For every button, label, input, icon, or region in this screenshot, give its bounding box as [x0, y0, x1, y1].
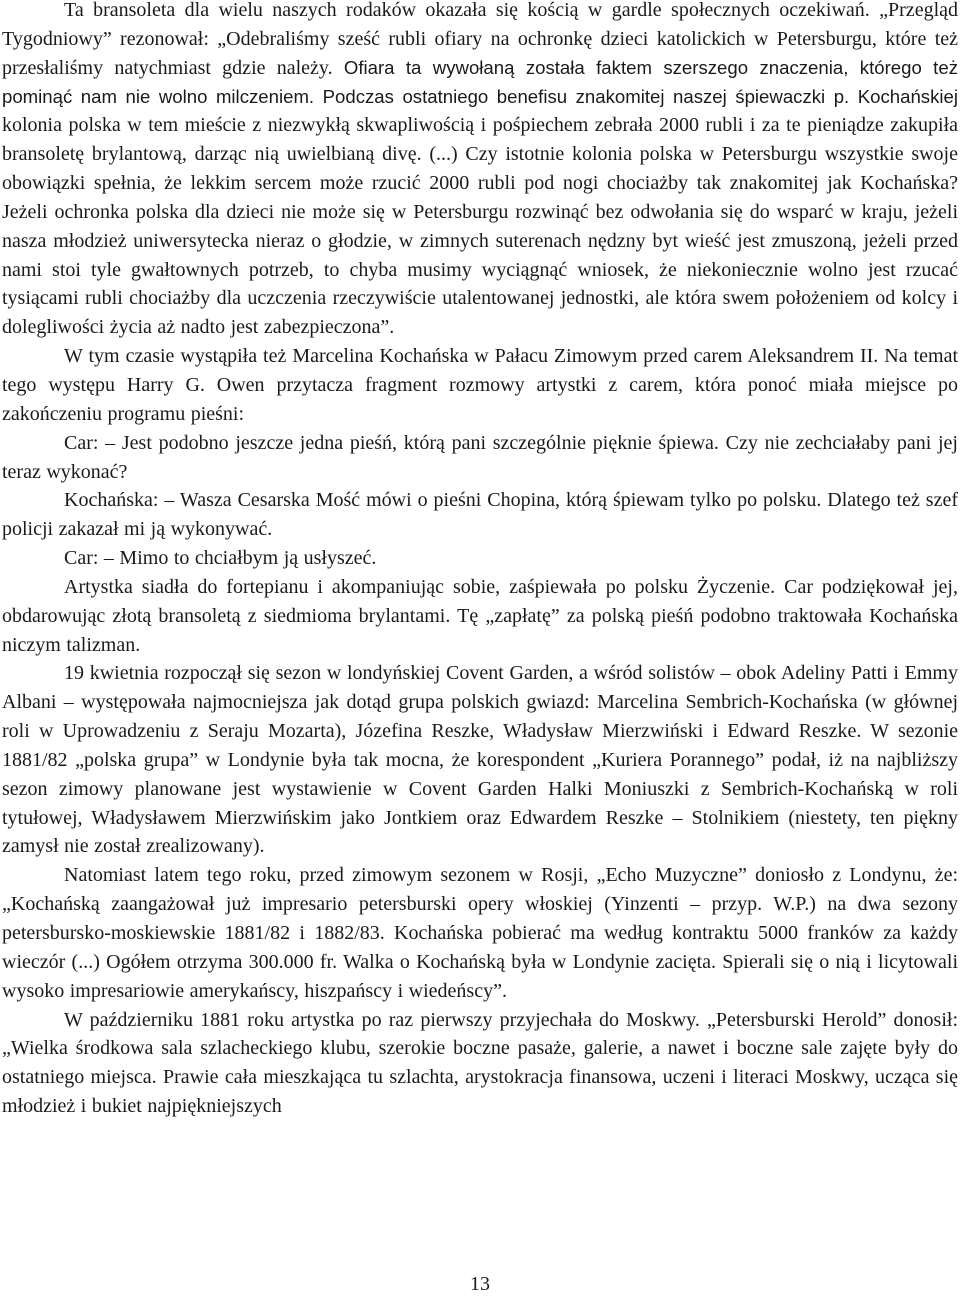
paragraph [2, 861, 958, 1005]
paragraph [2, 429, 958, 487]
paragraph-text: Ta bransoleta dla wielu naszych rodaków okazała się kością w gardle społecznych oczekiwań. „Przegląd Tygodniowy” rezonował: „Odebraliśmy sześć rubli ofiary na ochronkę dzieci katolickich w Petersburgu, które też przesłaliśmy natychmiast gdzie należy. [2, 0, 958, 79]
paragraph-text: W październiku 1881 roku artystka po raz pierwszy przyjechała do Moskwy. „Petersburski Herold” donosił: „Wielka środkowa sala szlacheckiego klubu, szerokie boczne pasaże, galerie, a nawet i boczne sale zajęte były do ostatniego miejsca. Prawie cała mieszkająca tu szlachta, arystokracja finansowa, uczeni i literaci Moskwy, ucząca się młodzież i bukiet najpiękniejszych [2, 1008, 958, 1118]
paragraph [2, 342, 958, 429]
paragraph [2, 659, 958, 861]
paragraph-text: Car: – Mimo to chciałbym ją usłyszeć. [64, 547, 377, 570]
paragraph [2, 573, 958, 660]
paragraph [2, 486, 958, 544]
paragraph-text: Artystka siadła do fortepianu i akompaniując sobie, zaśpiewała po polsku Życzenie. Car podziękował jej, obdarowując złotą bransoletą z siedmioma brylantami. Tę „zapłatę” za polską pieśń podobno traktowała Kochańska niczym talizman. [2, 575, 958, 656]
paragraph [2, 0, 958, 342]
paragraph-text: Natomiast latem tego roku, przed zimowym sezonem w Rosji, „Echo Muzyczne” doniosło z Londynu, że: „Kochańską zaangażował już impresario petersburski opery włoskiej (Yinzenti – przyp. W.P.) na dwa sezony petersbursko-moskiewskie 1881/82 i 1882/83. Kochańska pobierać ma według kontraktu 5000 franków za każdy wieczór (...) Ogółem otrzyma 300.000 fr. Walka o Kochańską była w Londynie zacięta. Spierali się o nią i licytowali wysoko impresariowie amerykańscy, hiszpańscy i wiedeńscy”. [2, 864, 958, 1002]
paragraph-text: kolonia polska w tem mieście z niezwykłą skwapliwością i pośpiechem zebrała 2000 rubli i za te pieniądze zakupiła bransoletę brylantową, darząc nią uwielbianą divę. (...) Czy istotnie kolonia polska w Petersburgu wszystkie swoje obowiązki spełnia, że lekkim sercem może rzucić 2000 rubli pod nogi chociażby tak znakomitej jak Kochańska? Jeżeli ochronka polska dla dzieci nie może się w Petersburgu rozwinąć bez odwołania się do wsparć w kraju, jeżeli nasza młodzież uniwersytecka nieraz o głodzie, w zimnych suterenach nędzny byt wieść jest zmuszoną, jeżeli przed nami stoi tyle gwałtownych potrzeb, to chyba musimy wyciągnąć wniosek, że niekoniecznie wolno jest rzucać tysiącami rubli chociażby dla uczczenia rzeczywiście utalentowanej jednostki, ale która swem położeniem od kolcy i dolegliwości życia aż nadto jest zabezpieczona”. [2, 114, 958, 339]
paragraph-text: Car: – Jest podobno jeszcze jedna pieśń, którą pani szczególnie pięknie śpiewa. Czy nie zechciałaby pani jej teraz wykonać? [2, 431, 958, 483]
paragraph-text-sans: Ofiara ta wywołaną została faktem szerszego znaczenia, którego też pominąć nam nie wolno milczeniem. Podczas ostatniego benefisu znakomitej naszej śpiewaczki p. Kochańskiej [2, 56, 958, 107]
paragraph-text: W tym czasie wystąpiła też Marcelina Kochańska w Pałacu Zimowym przed carem Aleksandrem II. Na temat tego występu Harry G. Owen przytacza fragment rozmowy artystki z carem, która ponoć miała miejsce po zakończeniu programu pieśni: [2, 345, 958, 425]
page-number: 13 [470, 1273, 490, 1295]
paragraph-text: Kochańska: – Wasza Cesarska Mość mówi o pieśni Chopina, którą śpiewam tylko po polsku. Dlatego też szef policji zakazał mi ją wykonywać. [2, 489, 958, 541]
body-text [2, 0, 958, 1121]
paragraph-text: 19 kwietnia rozpoczął się sezon w londyńskiej Covent Garden, a wśród solistów – obok Adeliny Patti i Emmy Albani – występowała najmocniejsza jak dotąd grupa polskich gwiazd: Marcelina Sembrich-Kochańska (w głównej roli w Uprowadzeniu z Seraju Mozarta), Józefina Reszke, Władysław Mierzwiński i Edward Reszke. W sezonie 1881/82 „polska grupa” w Londynie była tak mocna, że korespondent „Kuriera Porannego” podał, iż na najbliższy sezon zimowy planowane jest wystawienie w Covent Garden Halki Moniuszki z Sembrich-Kochańską w roli tytułowej, Władysławem Mierzwińskim jako Jontkiem oraz Edwardem Reszke – Stolnikiem (niestety, ten piękny zamysł nie został zrealizowany). [2, 662, 958, 858]
paragraph [2, 1006, 958, 1121]
paragraph [2, 544, 958, 573]
